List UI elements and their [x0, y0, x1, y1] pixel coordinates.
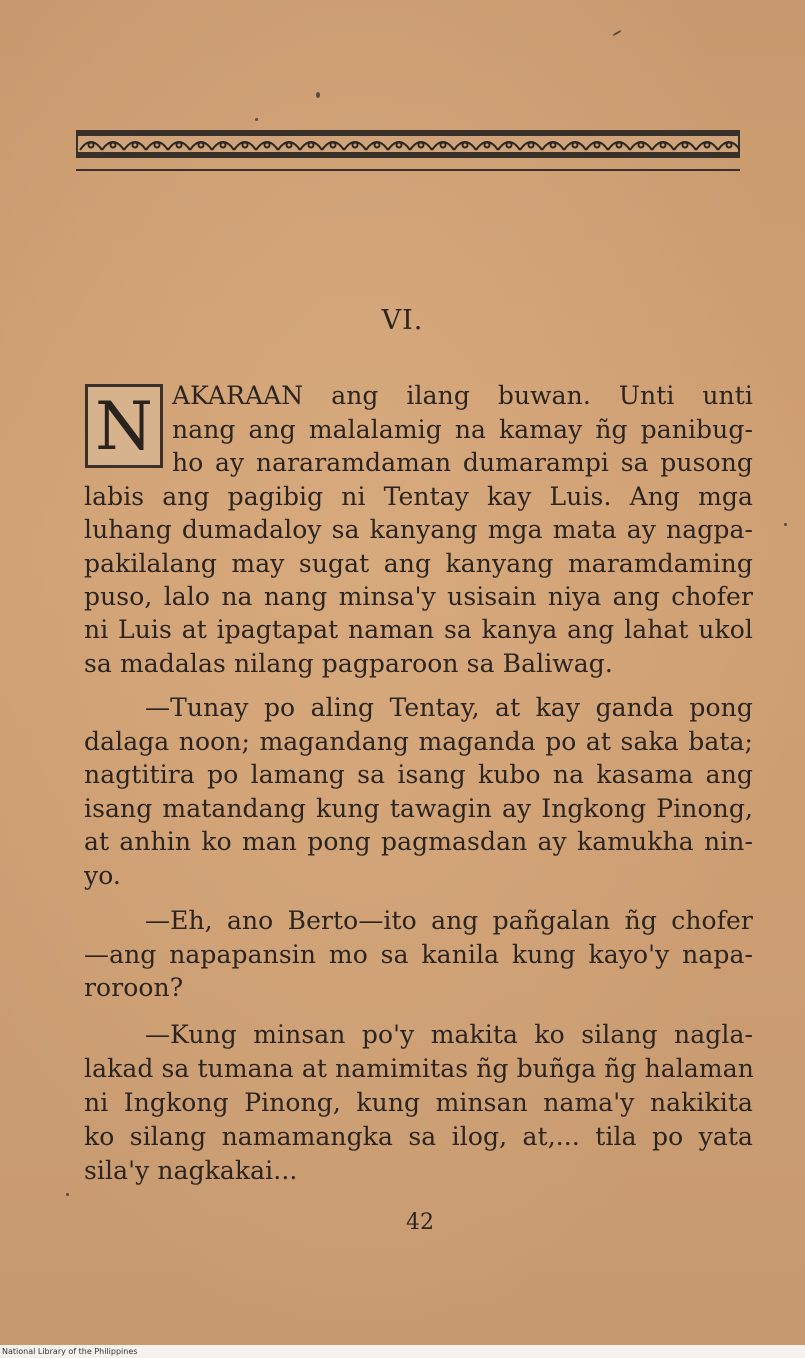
chapter-heading: VI.: [381, 305, 424, 336]
drop-cap-letter: N: [95, 388, 153, 465]
text-line: sa madalas nilang pagparoon sa Baliwag.: [84, 649, 613, 678]
text-line: nagtitira po lamang sa isang kubo na kasama ang: [84, 760, 753, 789]
text-line: nang ang malalamig na kamay ñg panibug-: [172, 415, 753, 444]
text-line: yo.: [84, 861, 121, 890]
text-line: ni Ingkong Pinong, kung minsan nama'y nakikita: [84, 1088, 753, 1117]
text-line: ho ay nararamdaman dumarampi sa pusong: [172, 448, 753, 477]
text-line: isang matandang kung tawagin ay Ingkong Pinong,: [84, 794, 753, 823]
text-line: —Kung minsan po'y makita ko silang nagla-: [145, 1020, 753, 1049]
speck: [612, 30, 622, 37]
text-line: lakad sa tumana at namimitas ñg buñga ñg halaman: [84, 1054, 754, 1083]
ornamental-border: [76, 130, 740, 158]
text-line: labis ang pagibig ni Tentay kay Luis. Ang mga: [84, 482, 753, 511]
text-line: —ang napapansin mo sa kanila kung kayo'y napa-: [84, 940, 753, 969]
speck: [316, 92, 320, 98]
text-line: pakilalang may sugat ang kanyang maramdaming: [84, 549, 753, 578]
text-line: AKARAAN ang ilang buwan. Unti unti: [172, 381, 753, 410]
text-line: roroon?: [84, 973, 184, 1002]
ornament-underline: [76, 169, 740, 171]
text-line: puso, lalo na nang minsa'y usisain niya ang chofer: [84, 582, 753, 611]
text-line: dalaga noon; magandang maganda po at saka bata;: [84, 727, 753, 756]
speck: [255, 118, 258, 121]
text-line: ni Luis at ipagtapat naman sa kanya ang lahat ukol: [84, 615, 753, 644]
text-line: sila'y nagkakai...: [84, 1156, 298, 1185]
text-line: ko silang namamangka sa ilog, at,... tila po yata: [84, 1122, 753, 1151]
text-line: —Tunay po aling Tentay, at kay ganda pong: [145, 693, 753, 722]
speck: [66, 1193, 69, 1196]
text-line: —Eh, ano Berto—ito ang pañgalan ñg chofer: [145, 906, 753, 935]
footer-note: National Library of the Philippines: [2, 1347, 138, 1356]
text-line: luhang dumadaloy sa kanyang mga mata ay nagpa-: [84, 515, 753, 544]
page-number: 42: [406, 1210, 434, 1235]
drop-cap-box: [85, 384, 163, 468]
text-line: at anhin ko man pong pagmasdan ay kamukha nin-: [84, 827, 753, 856]
speck: [784, 523, 787, 526]
